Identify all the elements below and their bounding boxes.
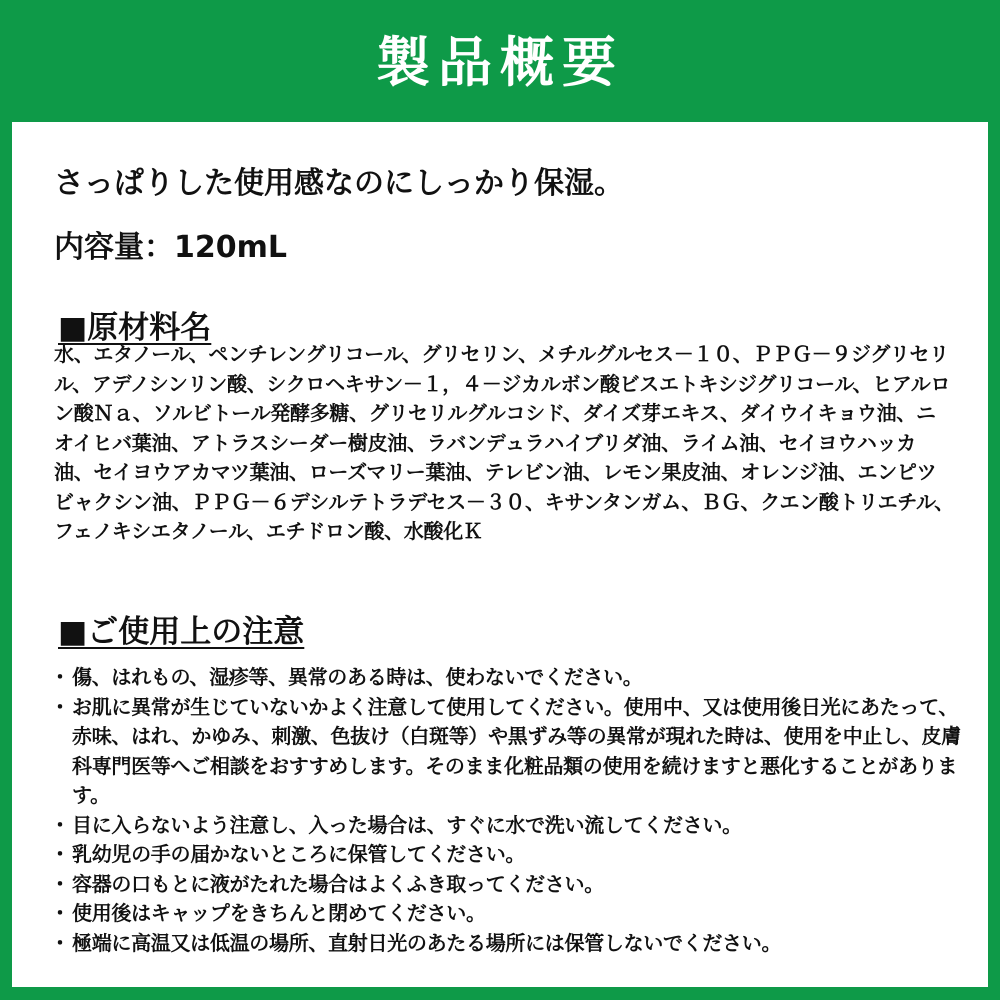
precautions-heading: ■ご使用上の注意	[58, 614, 305, 650]
precaution-item: ・ 極端に高温又は低温の場所、直射日光のあたる場所には保管しないでください。	[54, 929, 964, 959]
content-panel	[12, 122, 988, 987]
precaution-item: ・ 乳幼児の手の届かないところに保管してください。	[54, 840, 964, 870]
product-tagline: さっぱりした使用感なのにしっかり保湿。	[54, 166, 624, 201]
page-title: 製品概要	[376, 30, 624, 94]
precautions-list	[54, 663, 964, 958]
precaution-item: ・ 傷、はれもの、湿疹等、異常のある時は、使わないでください。	[54, 663, 964, 693]
precaution-item: ・ お肌に異常が生じていないかよく注意して使用してください。使用中、又は使用後日光にあたって、赤味、はれ、かゆみ、刺激、色抜け（白斑等）や黒ずみ等の異常が現れた時は、使用を中止し、皮膚科専門医等へご相談をおすすめします。そのまま化粧品類の使用を続けますと悪化することがあります。	[54, 693, 964, 811]
ingredients-list-text: 水、エタノール、ペンチレングリコール、グリセリン、メチルグルセス－１０、ＰＰＧ－９ジグリセリル、アデノシンリン酸、シクロヘキサン－１，４－ジカルボン酸ビスエトキシジグリコール、ヒアルロン酸Ｎａ、ソルビトール発酵多糖、グリセリルグルコシド、ダイズ芽エキス、ダイウイキョウ油、ニオイヒバ葉油、アトラスシーダー樹皮油、ラバンデュラハイブリダ油、ライム油、セイヨウハッカ油、セイヨウアカマツ葉油、ローズマリー葉油、テレビン油、レモン果皮油、オレンジ油、エンピツビャクシン油、ＰＰＧ－６デシルテトラデセス－３０、キサンタンガム、ＢＧ、クエン酸トリエチル、フェノキシエタノール、エチドロン酸、水酸化Ｋ	[54, 342, 954, 543]
precaution-item: ・ 容器の口もとに液がたれた場合はよくふき取ってください。	[54, 870, 964, 900]
header-bar	[0, 0, 1000, 122]
precaution-item: ・ 目に入らないよう注意し、入った場合は、すぐに水で洗い流してください。	[54, 811, 964, 841]
precaution-item: ・ 使用後はキャップをきちんと閉めてください。	[54, 899, 964, 929]
product-volume: 内容量：120mL	[54, 230, 287, 265]
ingredients-heading: ■原材料名	[58, 310, 212, 346]
